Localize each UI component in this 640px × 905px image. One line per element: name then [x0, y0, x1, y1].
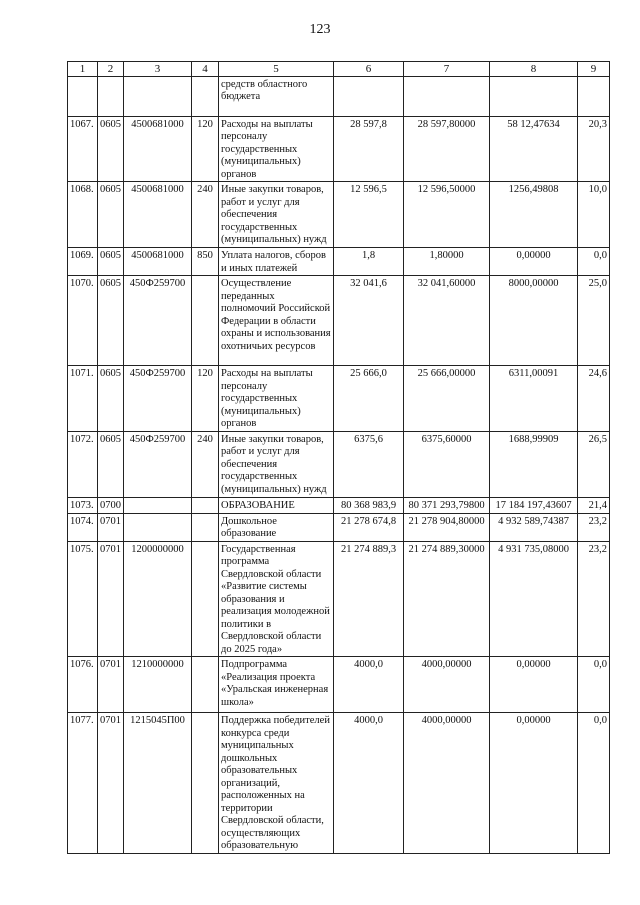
column-header: 4: [192, 62, 219, 77]
column-header: 9: [578, 62, 610, 77]
approved-amount-cell: 21 278 904,80000: [404, 513, 490, 541]
description-cell: ОБРАЗОВАНИЕ: [219, 497, 334, 513]
planned-amount-cell: 32 041,6: [334, 276, 404, 366]
section-code-cell: 0605: [98, 182, 124, 248]
target-code-cell: 4500681000: [124, 116, 192, 182]
expense-type-cell: 120: [192, 116, 219, 182]
executed-amount-cell: 4 932 589,74387: [490, 513, 578, 541]
target-code-cell: 450Ф259700: [124, 366, 192, 432]
executed-amount-cell: 4 931 735,08000: [490, 541, 578, 657]
planned-amount-cell: 4000,0: [334, 713, 404, 854]
executed-amount-cell: [490, 76, 578, 116]
row-number-cell: 1076.: [68, 657, 98, 713]
expense-type-cell: [192, 657, 219, 713]
executed-amount-cell: 17 184 197,43607: [490, 497, 578, 513]
percent-cell: 21,4: [578, 497, 610, 513]
table-row: [68, 276, 610, 366]
description-cell: Расходы на выплаты персоналу государственных (муниципальных) органов: [219, 116, 334, 182]
section-code-cell: [98, 76, 124, 116]
description-cell: Иные закупки товаров, работ и услуг для обеспечения государственных (муниципальных) нужд: [219, 182, 334, 248]
table-row: [68, 116, 610, 182]
executed-amount-cell: 8000,00000: [490, 276, 578, 366]
percent-cell: 24,6: [578, 366, 610, 432]
executed-amount-cell: 6311,00091: [490, 366, 578, 432]
percent-cell: 25,0: [578, 276, 610, 366]
percent-cell: 20,3: [578, 116, 610, 182]
target-code-cell: 450Ф259700: [124, 276, 192, 366]
row-number-cell: 1073.: [68, 497, 98, 513]
planned-amount-cell: 12 596,5: [334, 182, 404, 248]
target-code-cell: 1215045П00: [124, 713, 192, 854]
target-code-cell: [124, 513, 192, 541]
page-number: 123: [309, 22, 331, 37]
column-header: 6: [334, 62, 404, 77]
row-number-cell: 1071.: [68, 366, 98, 432]
description-cell: средств областного бюджета: [219, 76, 334, 116]
percent-cell: 23,2: [578, 513, 610, 541]
table-row: [68, 497, 610, 513]
table-row: [68, 366, 610, 432]
description-cell: Уплата налогов, сборов и иных платежей: [219, 248, 334, 276]
expense-type-cell: 240: [192, 182, 219, 248]
expense-type-cell: [192, 276, 219, 366]
row-number-cell: 1067.: [68, 116, 98, 182]
row-number-cell: 1077.: [68, 713, 98, 854]
table-row: [68, 431, 610, 497]
planned-amount-cell: 28 597,8: [334, 116, 404, 182]
planned-amount-cell: 1,8: [334, 248, 404, 276]
section-code-cell: 0701: [98, 713, 124, 854]
percent-cell: 23,2: [578, 541, 610, 657]
approved-amount-cell: [404, 76, 490, 116]
description-cell: Иные закупки товаров, работ и услуг для обеспечения государственных (муниципальных) нужд: [219, 431, 334, 497]
target-code-cell: 450Ф259700: [124, 431, 192, 497]
executed-amount-cell: 1688,99909: [490, 431, 578, 497]
expense-type-cell: [192, 513, 219, 541]
approved-amount-cell: 4000,00000: [404, 657, 490, 713]
executed-amount-cell: 0,00000: [490, 657, 578, 713]
percent-cell: 26,5: [578, 431, 610, 497]
column-header: 3: [124, 62, 192, 77]
row-number-cell: 1072.: [68, 431, 98, 497]
percent-cell: 0,0: [578, 657, 610, 713]
percent-cell: [578, 76, 610, 116]
executed-amount-cell: 58 12,47634: [490, 116, 578, 182]
approved-amount-cell: 21 274 889,30000: [404, 541, 490, 657]
column-header: 5: [219, 62, 334, 77]
planned-amount-cell: 4000,0: [334, 657, 404, 713]
expense-type-cell: [192, 541, 219, 657]
column-header: 2: [98, 62, 124, 77]
section-code-cell: 0605: [98, 116, 124, 182]
planned-amount-cell: 21 278 674,8: [334, 513, 404, 541]
target-code-cell: 1210000000: [124, 657, 192, 713]
section-code-cell: 0605: [98, 431, 124, 497]
column-header: 8: [490, 62, 578, 77]
row-number-cell: 1075.: [68, 541, 98, 657]
description-cell: Поддержка победителей конкурса среди муниципальных дошкольных образовательных организаций, расположенных на территории Свердловской области, осуществляющих образовательную: [219, 713, 334, 854]
row-number-cell: 1069.: [68, 248, 98, 276]
approved-amount-cell: 28 597,80000: [404, 116, 490, 182]
header-row: [68, 62, 610, 77]
planned-amount-cell: 21 274 889,3: [334, 541, 404, 657]
description-cell: Расходы на выплаты персоналу государственных (муниципальных) органов: [219, 366, 334, 432]
expense-type-cell: 120: [192, 366, 219, 432]
target-code-cell: [124, 497, 192, 513]
approved-amount-cell: 4000,00000: [404, 713, 490, 854]
approved-amount-cell: 1,80000: [404, 248, 490, 276]
table-row: [68, 76, 610, 116]
target-code-cell: [124, 76, 192, 116]
executed-amount-cell: 0,00000: [490, 248, 578, 276]
table-row: [68, 182, 610, 248]
approved-amount-cell: 25 666,00000: [404, 366, 490, 432]
approved-amount-cell: 6375,60000: [404, 431, 490, 497]
target-code-cell: 4500681000: [124, 182, 192, 248]
description-cell: Осуществление переданных полномочий Российской Федерации в области охраны и использования охотничьих ресурсов: [219, 276, 334, 366]
percent-cell: 0,0: [578, 248, 610, 276]
budget-table: [67, 61, 610, 854]
section-code-cell: 0701: [98, 657, 124, 713]
section-code-cell: 0605: [98, 366, 124, 432]
approved-amount-cell: 80 371 293,79800: [404, 497, 490, 513]
percent-cell: 10,0: [578, 182, 610, 248]
planned-amount-cell: [334, 76, 404, 116]
percent-cell: 0,0: [578, 713, 610, 854]
row-number-cell: 1074.: [68, 513, 98, 541]
description-cell: Государственная программа Свердловской области «Развитие системы образования и реализация молодежной политики в Свердловской области до 2025 года»: [219, 541, 334, 657]
expense-type-cell: [192, 713, 219, 854]
executed-amount-cell: 1256,49808: [490, 182, 578, 248]
row-number-cell: 1070.: [68, 276, 98, 366]
section-code-cell: 0605: [98, 276, 124, 366]
section-code-cell: 0701: [98, 513, 124, 541]
expense-type-cell: [192, 497, 219, 513]
column-header: 7: [404, 62, 490, 77]
expense-type-cell: 240: [192, 431, 219, 497]
executed-amount-cell: 0,00000: [490, 713, 578, 854]
planned-amount-cell: 80 368 983,9: [334, 497, 404, 513]
approved-amount-cell: 32 041,60000: [404, 276, 490, 366]
description-cell: Подпрограмма «Реализация проекта «Уральская инженерная школа»: [219, 657, 334, 713]
table-row: [68, 657, 610, 713]
target-code-cell: 4500681000: [124, 248, 192, 276]
column-header: 1: [68, 62, 98, 77]
row-number-cell: 1068.: [68, 182, 98, 248]
section-code-cell: 0701: [98, 541, 124, 657]
description-cell: Дошкольное образование: [219, 513, 334, 541]
expense-type-cell: 850: [192, 248, 219, 276]
target-code-cell: 1200000000: [124, 541, 192, 657]
row-number-cell: [68, 76, 98, 116]
planned-amount-cell: 6375,6: [334, 431, 404, 497]
section-code-cell: 0605: [98, 248, 124, 276]
table-row: [68, 248, 610, 276]
table-row: [68, 541, 610, 657]
table-row: [68, 713, 610, 854]
planned-amount-cell: 25 666,0: [334, 366, 404, 432]
section-code-cell: 0700: [98, 497, 124, 513]
approved-amount-cell: 12 596,50000: [404, 182, 490, 248]
expense-type-cell: [192, 76, 219, 116]
table-row: [68, 513, 610, 541]
